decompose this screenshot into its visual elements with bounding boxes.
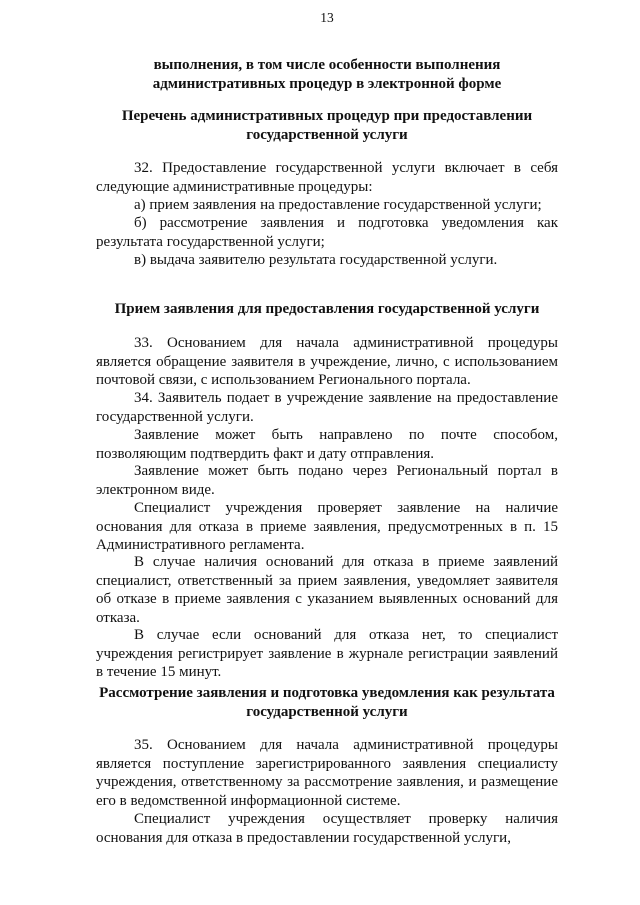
list-item-c: в) выдача заявителю результата государственной услуги. — [134, 252, 498, 268]
paragraph-mail: Заявление может быть направлено по почте способом, позволяющим подтвердить факт и дату отправления. — [96, 427, 558, 462]
page-number: 13 — [320, 10, 334, 25]
section-heading-review: Рассмотрение заявления и подготовка уведомления как результата государственной услуги — [99, 685, 555, 720]
paragraph-specialist: Специалист учреждения осуществляет проверку наличия основания для отказа в предоставлении государственной услуги, — [96, 811, 558, 846]
paragraph-34: 34. Заявитель подает в учреждение заявление на предоставление государственной услуги. — [96, 390, 558, 425]
list-item-b: б) рассмотрение заявления и подготовка уведомления как результата государственной услуги; — [96, 215, 558, 250]
paragraph-35: 35. Основанием для начала административной процедуры является поступление зарегистрированного заявления специалисту учреждения, ответственному за рассмотрение заявления, и размещение его в ведомственной информационной системе. — [96, 737, 558, 809]
paragraph-register: В случае если оснований для отказа нет, то специалист учреждения регистрирует заявление в журнале регистрации заявлений в течение 15 минут. — [96, 627, 558, 680]
intro-heading: выполнения, в том числе особенности выполнения административных процедур в электронной форме — [152, 57, 502, 92]
section-heading-application-intake: Прием заявления для предоставления государственной услуги — [114, 301, 540, 317]
section-heading-procedures-list: Перечень административных процедур при предоставлении государственной услуги — [121, 108, 533, 143]
paragraph-portal: Заявление может быть подано через Региональный портал в электронном виде. — [96, 463, 558, 498]
paragraph-32: 32. Предоставление государственной услуги включает в себя следующие административные процедуры: — [96, 160, 558, 195]
paragraph-check: Специалист учреждения проверяет заявление на наличие основания для отказа в приеме заявления, предусмотренных в п. 15 Административного регламента. — [96, 500, 558, 553]
list-item-a: а) прием заявления на предоставление государственной услуги; — [134, 197, 542, 213]
paragraph-33: 33. Основанием для начала административной процедуры является обращение заявителя в учреждение, лично, с использованием почтовой связи, с использованием Регионального портала. — [96, 335, 558, 388]
paragraph-refuse: В случае наличия оснований для отказа в приеме заявлений специалист, ответственный за прием заявления, уведомляет заявителя об отказе в приеме заявления с указанием выявленных оснований для отказа. — [96, 554, 558, 626]
